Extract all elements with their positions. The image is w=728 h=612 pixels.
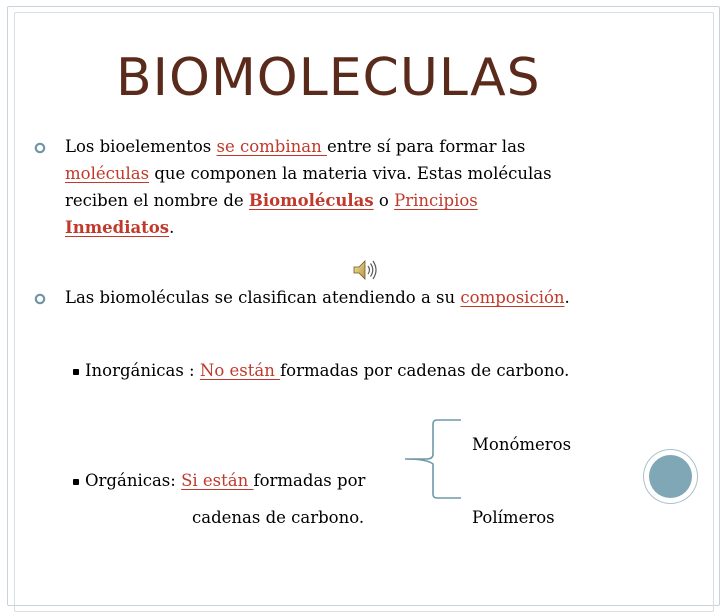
sub2-line2: cadenas de carbono. [192, 508, 365, 527]
sub1-text: formadas por cadenas de carbono. [280, 361, 570, 380]
square-bullet-icon [73, 369, 79, 375]
brace-icon [403, 418, 463, 500]
sub-bullet-organicas [73, 467, 365, 494]
bullet1-line1 [65, 133, 525, 160]
bullet1-text: entre sí para formar las [326, 137, 526, 156]
bullet1-text: que componen la materia viva. Estas moléculas [149, 164, 552, 183]
brace-label-monomeros: Monómeros [472, 435, 572, 454]
link-si-estan[interactable]: Si están [181, 471, 254, 490]
bullet2-text: . [564, 288, 570, 307]
link-biomoleculas[interactable]: Biomoléculas [248, 191, 374, 210]
link-inmediatos[interactable]: Inmediatos [65, 218, 170, 237]
brace-label-polimeros: Polímeros [472, 508, 555, 527]
bullet1-text: Los bioelementos [65, 137, 217, 156]
link-no-estan[interactable]: No están [199, 361, 281, 380]
bullet1-line4 [65, 214, 174, 241]
link-composicion[interactable]: composición [460, 288, 565, 307]
sub-bullet-inorganicas [73, 357, 569, 384]
speaker-icon[interactable] [352, 258, 378, 282]
bullet2-text: Las biomoléculas se clasifican atendiendo a su [65, 288, 461, 307]
square-bullet-icon [73, 479, 79, 485]
link-moleculas[interactable]: moléculas [65, 164, 150, 183]
sub2-text: formadas por [253, 471, 366, 490]
bullet1-line3 [65, 187, 478, 214]
bullet1-text: . [169, 218, 175, 237]
bullet-ring-icon [34, 142, 46, 154]
slide-title: BIOMOLECULAS [116, 48, 541, 108]
bullet1-text: reciben el nombre de [65, 191, 249, 210]
link-se-combinan[interactable]: se combinan [216, 137, 327, 156]
bullet2-line [65, 284, 570, 311]
bullet-ring-icon [34, 293, 46, 305]
link-principios[interactable]: Principios [394, 191, 478, 210]
bullet1-line2 [65, 160, 552, 187]
sub1-text: Inorgánicas : [85, 361, 200, 380]
sub2-text: Orgánicas: [85, 471, 182, 490]
decorative-circle-icon [649, 455, 692, 498]
bullet1-text: o [373, 191, 395, 210]
